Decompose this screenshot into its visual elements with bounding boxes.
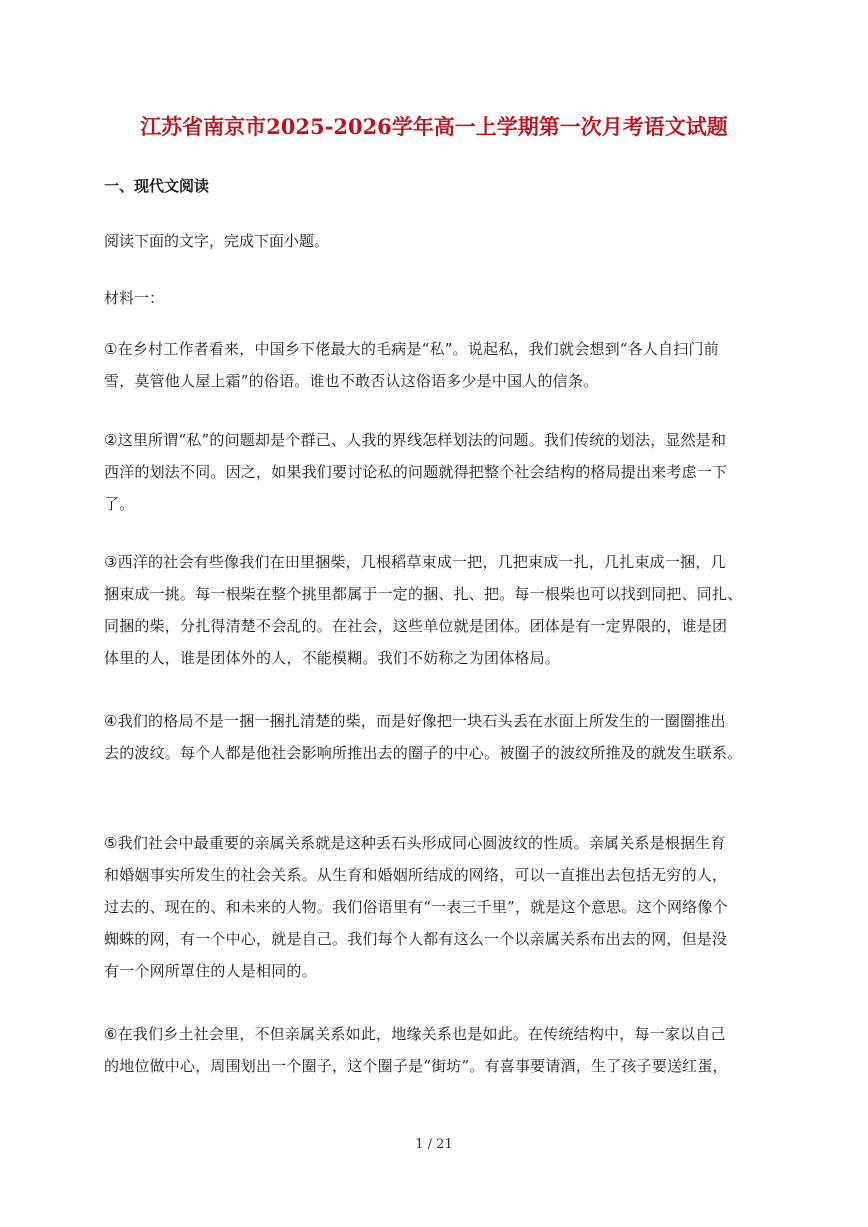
document-title: 江苏省南京市2025-2026学年高一上学期第一次月考语文试题 <box>140 114 728 139</box>
paragraph-line: 西洋的划法不同。因之，如果我们要讨论私的问题就得把整个社会结构的格局提出来考虑一下 <box>104 463 728 481</box>
paragraph-line: 有一个网所罩住的人是相同的。 <box>104 962 317 980</box>
paragraph-marker: ④ <box>104 712 118 730</box>
section-heading: 一、现代文阅读 <box>104 177 210 195</box>
paragraph-6 <box>104 1018 774 1082</box>
paragraph-line: 了。 <box>104 495 135 513</box>
paragraph-1 <box>104 333 774 397</box>
paragraph-line: ⑥在我们乡土社会里，不但亲属关系如此，地缘关系也是如此。在传统结构中，每一家以自己 <box>104 1025 726 1043</box>
paragraph-line: ②这里所谓“私”的问题却是个群己、人我的界线怎样划法的问题。我们传统的划法，显然是和 <box>104 431 727 449</box>
paragraph-line: ④我们的格局不是一捆一捆扎清楚的柴，而是好像把一块石头丢在水面上所发生的一圈圈推出 <box>104 712 726 730</box>
paragraph-line: 体里的人，谁是团体外的人，不能模糊。我们不妨称之为团体格局。 <box>104 649 561 667</box>
paragraph-4 <box>104 705 774 769</box>
paragraph-line: ③西洋的社会有些像我们在田里捆柴，几根稻草束成一把，几把束成一扎，几扎束成一捆，几 <box>104 553 726 571</box>
paragraph-3 <box>104 546 774 674</box>
paragraph-marker: ③ <box>104 553 118 571</box>
reading-instruction: 阅读下面的文字，完成下面小题。 <box>104 232 330 250</box>
paragraph-line: ①在乡村工作者看来，中国乡下佬最大的毛病是“私”。说起私，我们就会想到“各人自扫门前 <box>104 340 719 358</box>
paragraph-5 <box>104 827 774 987</box>
paragraph-line: 去的波纹。每个人都是他社会影响所推出去的圈子的中心。被圈子的波纹所推及的就发生联系。 <box>104 744 743 762</box>
paragraph-line: ⑤我们社会中最重要的亲属关系就是这种丢石头形成同心圆波纹的性质。亲属关系是根据生育 <box>104 834 726 852</box>
paragraph-line: 捆束成一挑。每一根柴在整个挑里都属于一定的捆、扎、把。每一根柴也可以找到同把、同扎、 <box>104 585 743 603</box>
paragraph-marker: ② <box>104 431 118 449</box>
paragraph-2 <box>104 424 774 520</box>
paragraph-line: 过去的、现在的、和未来的人物。我们俗语里有“一表三千里”，就是这个意思。这个网络像个 <box>104 898 728 916</box>
paragraph-line: 的地位做中心，周围划出一个圈子，这个圈子是“街坊”。有喜事要请酒，生了孩子要送红蛋， <box>104 1057 728 1075</box>
paragraph-line: 雪，莫管他人屋上霜”的俗语。谁也不敢否认这俗语多少是中国人的信条。 <box>104 372 599 390</box>
paragraph-line: 蜘蛛的网，有一个中心，就是自己。我们每个人都有这么一个以亲属关系布出去的网，但是没 <box>104 930 728 948</box>
paragraph-marker: ① <box>104 340 118 358</box>
paragraph-line: 和婚姻事实所发生的社会关系。从生育和婚姻所结成的网络，可以一直推出去包括无穷的人， <box>104 866 728 884</box>
page-number: 1 / 21 <box>415 1137 453 1152</box>
material-label: 材料一： <box>104 289 165 307</box>
paragraph-marker: ⑥ <box>104 1025 118 1043</box>
paragraph-line: 同捆的柴，分扎得清楚不会乱的。在社会，这些单位就是团体。团体是有一定界限的，谁是团 <box>104 617 728 635</box>
paragraph-marker: ⑤ <box>104 834 118 852</box>
